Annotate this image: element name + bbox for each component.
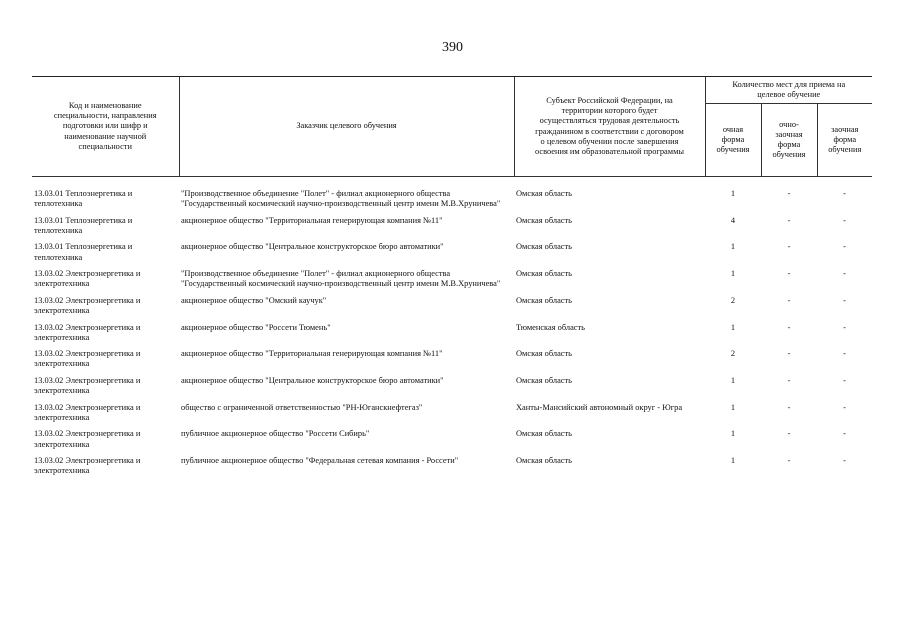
header-fulltime: очная форма обучения [705, 104, 761, 177]
cell-parttime: - [787, 269, 791, 279]
cell-region: Омская область [516, 189, 573, 198]
header-extramural: заочная форма обучения [817, 104, 872, 177]
cell-code: 13.03.02 Электроэнергетика и электротехника [34, 269, 141, 289]
cell-fulltime: 1 [730, 322, 736, 332]
header-customer: Заказчик целевого обучения [179, 77, 514, 177]
cell-fulltime: 1 [730, 242, 736, 252]
table-row [32, 403, 872, 430]
cell-region: Ханты-Мансийский автономный округ - Югра [516, 402, 683, 412]
cell-region: Омская область [516, 295, 573, 305]
cell-code: 13.03.01 Теплоэнергетика и теплотехника [34, 189, 133, 209]
table-row [32, 429, 872, 456]
cell-customer: акционерное общество "Центральное конструкторское бюро автоматики" [181, 375, 444, 385]
cell-parttime: - [787, 402, 791, 412]
cell-extramural: - [843, 402, 846, 412]
cell-region: Омская область [516, 349, 573, 359]
cell-parttime: - [787, 429, 791, 439]
cell-region: Тюменская область [516, 322, 585, 332]
cell-parttime: - [787, 215, 791, 225]
cell-region: Омская область [516, 375, 573, 385]
cell-parttime: - [787, 375, 791, 385]
cell-code: 13.03.01 Теплоэнергетика и теплотехника [34, 242, 133, 262]
cell-customer: публичное акционерное общество "Россети Сибирь" [181, 429, 370, 439]
cell-code: 13.03.02 Электроэнергетика и электротехника [34, 349, 141, 369]
table-row [32, 376, 872, 403]
cell-customer: "Производственное объединение "Полет" - филиал акционерного общества "Государственный космический научно-производственный центр имени М.В.Хруничева" [181, 189, 501, 209]
cell-customer: "Производственное объединение "Полет" - филиал акционерного общества "Государственный космический научно-производственный центр имени М.В.Хруничева" [181, 269, 501, 289]
table-row [32, 269, 872, 296]
cell-fulltime: 2 [730, 349, 736, 359]
cell-region: Омская область [516, 269, 573, 279]
cell-fulltime: 2 [730, 295, 736, 305]
cell-region: Омская область [516, 242, 573, 252]
cell-parttime: - [787, 189, 791, 198]
cell-extramural: - [843, 322, 846, 332]
cell-customer: акционерное общество "Территориальная генерирующая компания №11" [181, 349, 443, 359]
cell-customer: общество с ограниченной ответственностью "РН-Юганскнефтегаз" [181, 402, 423, 412]
cell-customer: публичное акционерное общество "Федеральная сетевая компания - Россети" [181, 456, 459, 466]
table-row [32, 189, 872, 216]
cell-code: 13.03.02 Электроэнергетика и электротехника [34, 456, 141, 476]
table-row [32, 242, 872, 269]
cell-parttime: - [787, 295, 791, 305]
table-row [32, 323, 872, 350]
table-body [32, 177, 872, 483]
cell-fulltime: 1 [730, 402, 736, 412]
cell-fulltime: 4 [730, 215, 736, 225]
cell-fulltime: 1 [730, 269, 736, 279]
cell-extramural: - [843, 242, 846, 252]
cell-extramural: - [843, 269, 846, 279]
cell-extramural: - [843, 349, 846, 359]
cell-customer: акционерное общество "Территориальная генерирующая компания №11" [181, 215, 443, 225]
cell-parttime: - [787, 456, 791, 466]
cell-fulltime: 1 [730, 429, 736, 439]
cell-fulltime: 1 [730, 375, 736, 385]
page-number: 390 [442, 40, 463, 55]
cell-extramural: - [843, 295, 846, 305]
cell-code: 13.03.01 Теплоэнергетика и теплотехника [34, 215, 133, 235]
cell-extramural: - [843, 375, 846, 385]
cell-extramural: - [843, 189, 846, 198]
header-code: Код и наименование специальности, направления подготовки или шифр и наименование научной специальности [32, 77, 179, 177]
cell-extramural: - [843, 456, 846, 466]
table-row [32, 349, 872, 376]
cell-region: Омская область [516, 456, 573, 466]
cell-parttime: - [787, 349, 791, 359]
cell-customer: акционерное общество "Россети Тюмень" [181, 322, 331, 332]
cell-fulltime: 1 [730, 456, 736, 466]
cell-customer: акционерное общество "Омский каучук" [181, 295, 327, 305]
table-row [32, 456, 872, 483]
cell-code: 13.03.02 Электроэнергетика и электротехника [34, 375, 141, 396]
cell-region: Омская область [516, 215, 573, 225]
header-places-group: Количество мест для приема на целевое обучение [705, 77, 872, 104]
table-row [32, 296, 872, 323]
cell-code: 13.03.02 Электроэнергетика и электротехника [34, 429, 141, 449]
table-header [32, 77, 872, 177]
cell-customer: акционерное общество "Центральное конструкторское бюро автоматики" [181, 242, 444, 252]
cell-extramural: - [843, 215, 846, 225]
cell-code: 13.03.02 Электроэнергетика и электротехника [34, 322, 141, 342]
header-region: Субъект Российской Федерации, на территории которого будет осуществляться трудовая деятельность гражданином в соответствии с договором о целевом обучении после завершения освоения им образовательной программы [514, 77, 705, 177]
cell-code: 13.03.02 Электроэнергетика и электротехника [34, 295, 141, 316]
cell-region: Омская область [516, 429, 573, 439]
cell-code: 13.03.02 Электроэнергетика и электротехника [34, 402, 141, 422]
table-row [32, 216, 872, 243]
admission-quota-table [32, 76, 872, 483]
cell-fulltime: 1 [730, 189, 736, 198]
cell-parttime: - [787, 322, 791, 332]
cell-parttime: - [787, 242, 791, 252]
cell-extramural: - [843, 429, 846, 439]
header-parttime: очно-заочная форма обучения [761, 104, 817, 177]
